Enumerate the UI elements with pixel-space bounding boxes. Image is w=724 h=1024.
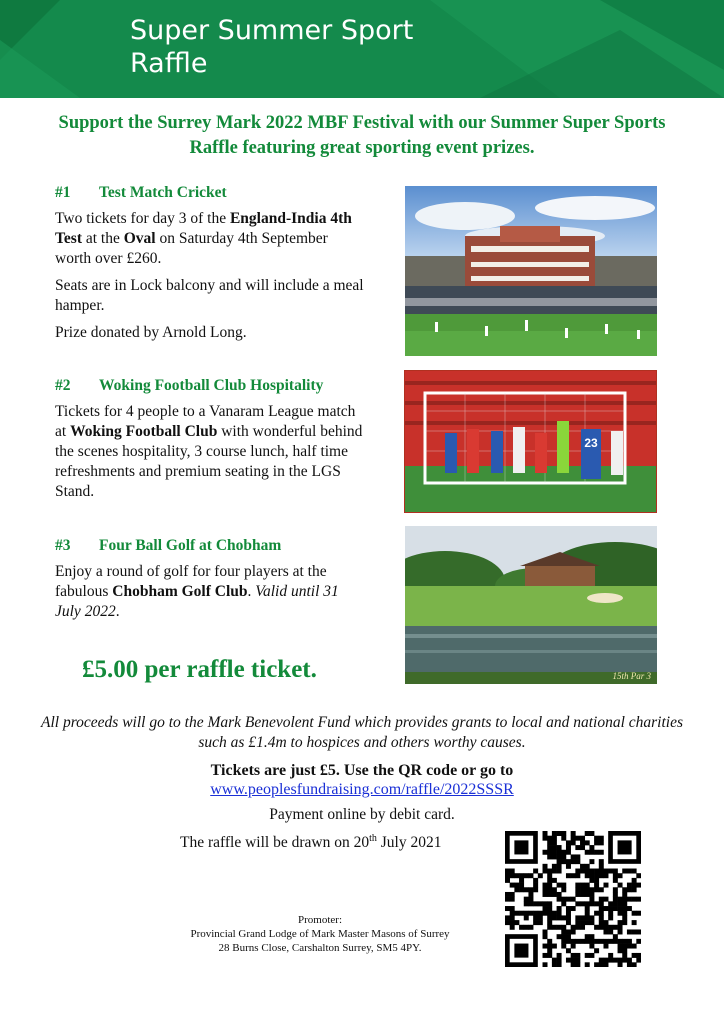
raffle-link-line xyxy=(40,780,684,800)
prize-1-title: Test Match Cricket xyxy=(99,184,227,201)
tickets-text: Tickets are just £5. Use the QR code or go to xyxy=(210,762,514,779)
prize-3-number: #3 xyxy=(55,537,71,554)
payment-text: Payment online by debit card. xyxy=(269,806,455,823)
prize-3-description: Enjoy a round of golf for four players at the fabulous Chobham Golf Club. Valid until 31 July 2022. xyxy=(55,563,339,620)
golf-photo-caption: 15th Par 3 xyxy=(612,671,651,681)
prize-1-number: #1 xyxy=(55,184,71,201)
intro-text: Support the Surrey Mark 2022 MBF Festival with our Summer Super Sports Raffle featuring great sporting event prizes. xyxy=(58,113,666,158)
prize-3-title: Four Ball Golf at Chobham xyxy=(99,537,282,554)
cricket-oval-photo xyxy=(405,186,657,356)
page-title xyxy=(130,14,490,80)
prize-2-heading xyxy=(55,377,323,395)
title-line-1: Super Summer Sport xyxy=(130,15,414,46)
football-match-photo xyxy=(404,370,657,513)
prize-2-description: Tickets for 4 people to a Vanaram League match at Woking Football Club with wonderful behind the scenes hospitality, 3 course lunch, half time refreshments and premium seating in the LGS Stand. xyxy=(55,403,363,500)
draw-date-text: The raffle will be drawn on 20th July 2021 xyxy=(180,833,442,852)
prize-3-heading xyxy=(55,537,281,555)
promoter-block xyxy=(150,913,490,955)
raffle-link[interactable]: www.peoplesfundraising.com/raffle/2022SSSR xyxy=(210,781,514,798)
proceeds-text: All proceeds will go to the Mark Benevolent Fund which provides grants to local and national charities such as £1.4m to hospices and others worthy causes. xyxy=(40,714,683,751)
title-line-2: Raffle xyxy=(130,48,208,79)
prize-1-seats: Seats are in Lock balcony and will include a meal hamper. xyxy=(55,277,364,314)
qr-code[interactable] xyxy=(505,831,641,967)
prize-2-title: Woking Football Club Hospitality xyxy=(99,377,324,394)
player-shirt-number: 23 xyxy=(584,436,598,450)
ticket-price: £5.00 per raffle ticket. xyxy=(82,656,317,683)
golf-course-photo xyxy=(405,526,657,684)
promoter-address: 28 Burns Close, Carshalton Surrey, SM5 4PY. xyxy=(218,942,422,954)
promoter-name: Provincial Grand Lodge of Mark Master Masons of Surrey xyxy=(190,928,450,940)
prize-1-heading xyxy=(55,184,227,202)
prize-2-number: #2 xyxy=(55,377,71,394)
prize-1-donor: Prize donated by Arnold Long. xyxy=(55,324,247,341)
header-banner xyxy=(0,0,724,98)
promoter-label: Promoter: xyxy=(298,914,342,926)
prize-1-description: Two tickets for day 3 of the England-India 4th Test at the Oval on Saturday 4th September worth over £260. xyxy=(55,210,352,267)
